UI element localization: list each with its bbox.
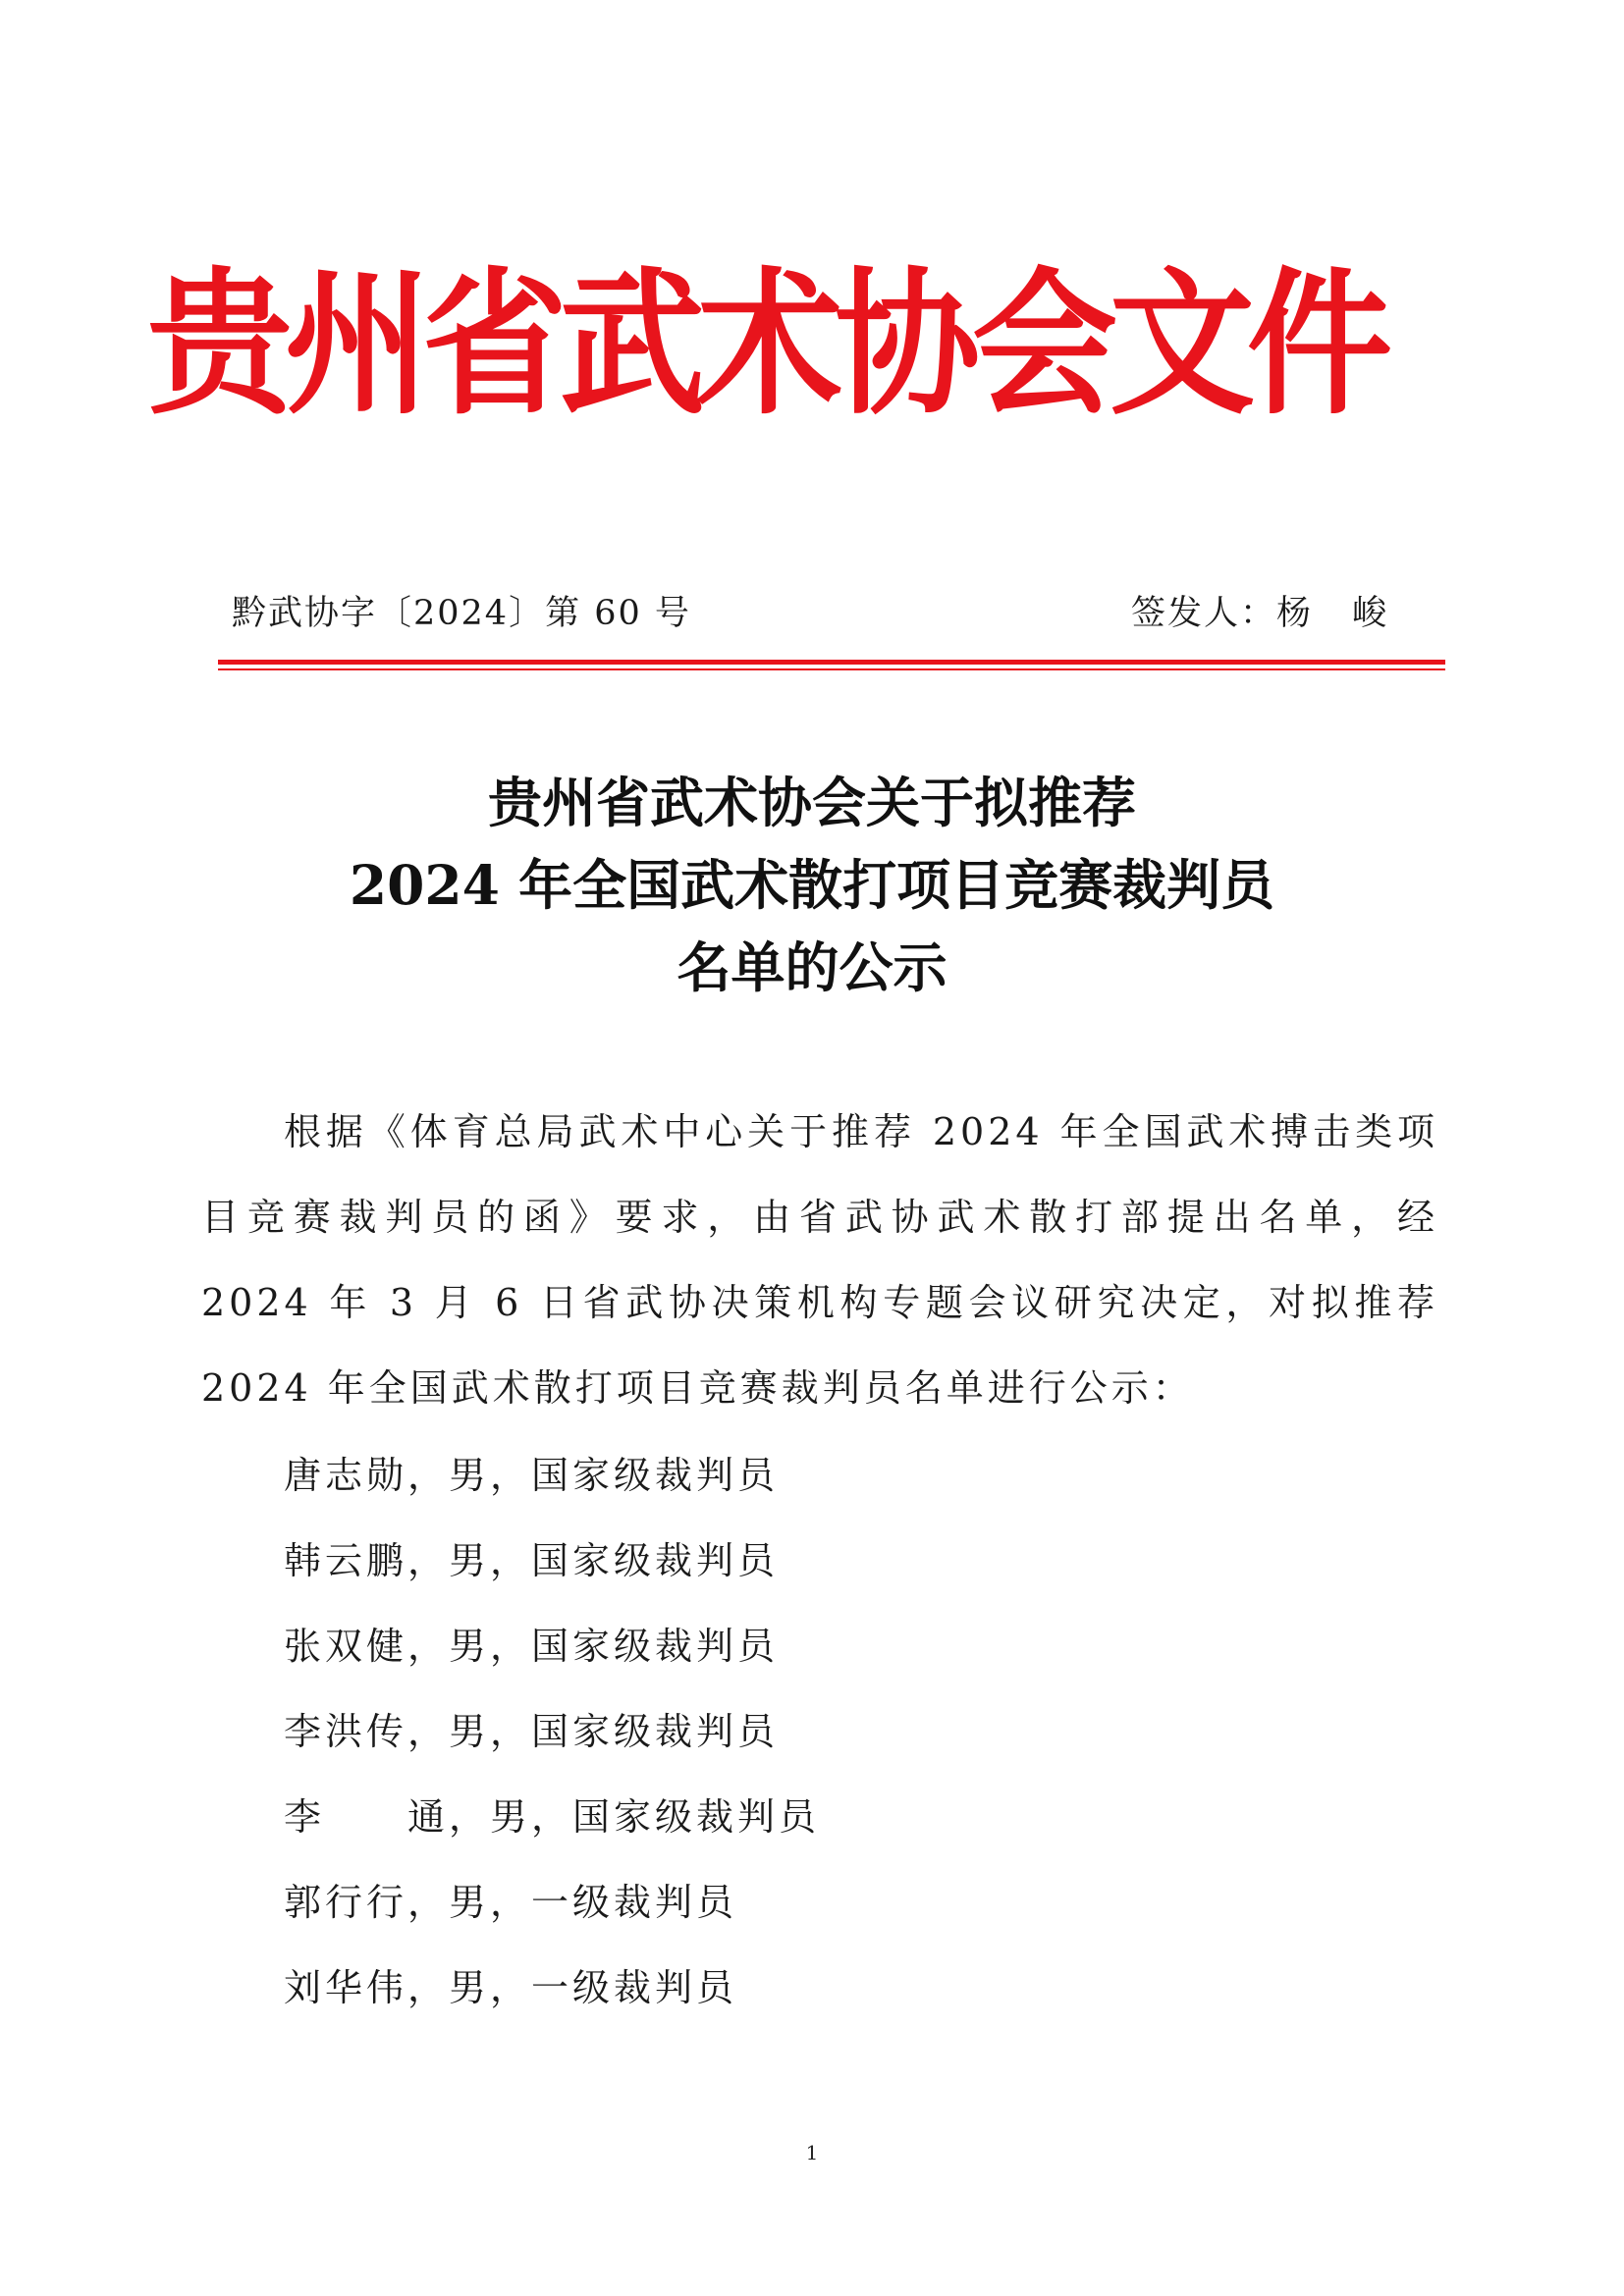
- masthead-title: 贵州省武术协会文件: [147, 251, 1384, 436]
- issuer-line: [1131, 589, 1388, 638]
- document-title-line-2: 2024 年全国武术散打项目竞赛裁判员: [349, 853, 1275, 917]
- referee-list-item: 李洪传，男，国家级裁判员: [284, 1710, 780, 1753]
- page-number: 1: [805, 2141, 819, 2164]
- body-paragraph: 根据《体育总局武术中心关于推荐 2024 年全国武术搏击类项目竞赛裁判员的函》要求，由省武协武术散打部提出名单，经 2024 年 3 月 6 日省武协决策机构专题会议研究决定，对拟推荐 2024 年全国武术散打项目竞赛裁判员名单进行公示：: [201, 1110, 1438, 1410]
- red-divider-thin: [218, 668, 1445, 670]
- document-title-line-1: 贵州省武术协会关于拟推荐: [487, 771, 1136, 834]
- referee-list: [284, 1433, 820, 2031]
- red-divider-thick: [218, 660, 1445, 665]
- referee-list-item: 张双健，男，国家级裁判员: [284, 1625, 780, 1668]
- referee-list-item: 唐志勋，男，国家级裁判员: [284, 1454, 780, 1497]
- referee-list-item: 李 通，男，国家级裁判员: [284, 1795, 821, 1839]
- referee-list-item: 刘华伟，男，一级裁判员: [284, 1966, 738, 2009]
- document-title-line-3: 名单的公示: [677, 935, 947, 999]
- issuer-label: 签发人：: [1130, 594, 1276, 633]
- referee-list-item: 韩云鹏，男，国家级裁判员: [284, 1539, 780, 1582]
- issuer-name-given: 峻: [1351, 594, 1388, 633]
- referee-list-item: 郭行行，男，一级裁判员: [284, 1881, 738, 1924]
- document-number: 黔武协字〔2024〕第 60 号: [232, 594, 691, 633]
- issuer-name-surname: 杨: [1275, 594, 1313, 633]
